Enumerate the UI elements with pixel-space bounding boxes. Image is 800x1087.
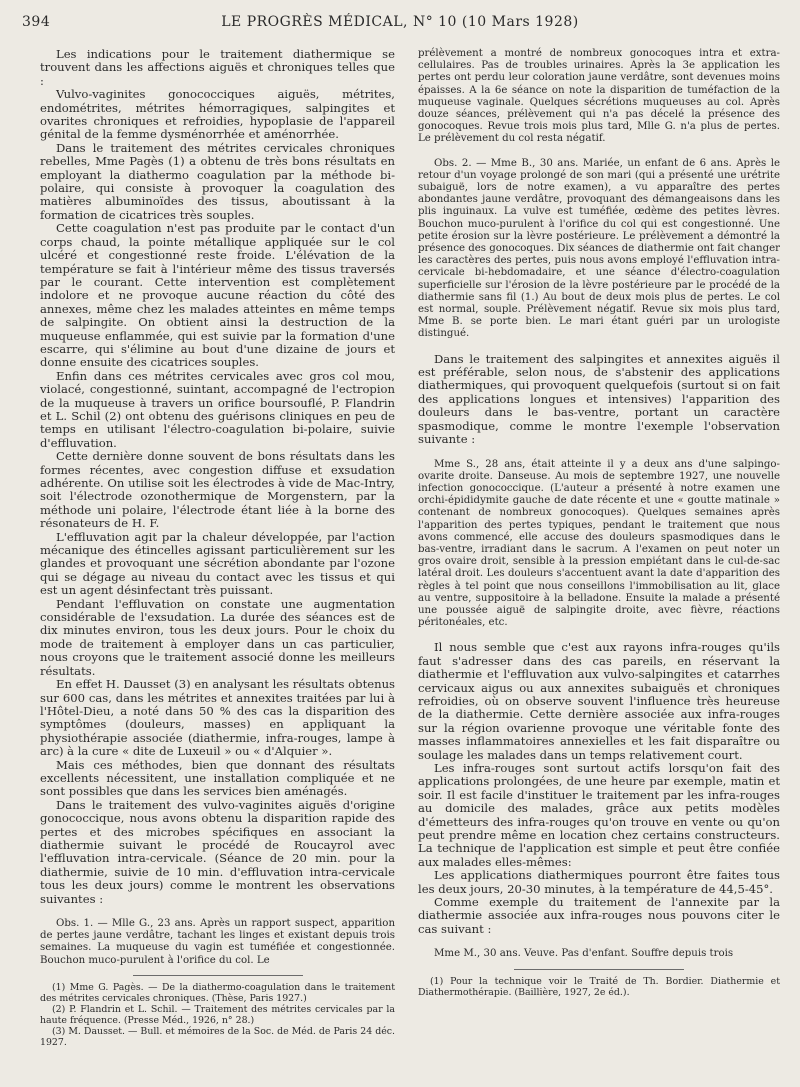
observation-1-continued: prélèvement a montré de nombreux gonocoques intra et extra-cellulaires. Pas de troubles urinaires. Après la 3e application les pertes ont perdu leur coloration jaune verdâtre, sont devenues moins épaisses. A la 6e séance on note la disparition de tuméfaction de la muqueuse vaginale. Quelques sécrétions muqueuses au col. Après douze séances, prélèvement qui n'a pas décelé la présence des gonocoques. Revue trois mois plus tard, Mlle G. n'a plus de pertes. Le prélèvement du col resta négatif. bbox=[418, 48, 780, 145]
paragraph-exsudation: Pendant l'effluvation on constate une augmentation considérable de l'exsudation. La durée des séances est de dix minutes environ, tous les deux jours. Pour le choix du mode de traitement à employer dans un cas particulier, nous croyons que le traitement associé donne les meilleurs résultats. bbox=[40, 596, 395, 678]
observation-1: Obs. 1. — Mlle G., 23 ans. Après un rapport suspect, apparition de pertes jaune verdâtre, tachant les linges et existant depuis trois semaines. La muqueuse du vagin est tuméfiée et congestionnée. Bouchon muco-purulent à l'orifice du col. Le bbox=[40, 918, 395, 966]
observation-3: Mme S., 28 ans, était atteinte il y a deux ans d'une salpingo-ovarite droite. Danseuse. Au mois de septembre 1927, une nouvelle infection gonococcique. (L'auteur a présenté à notre examen une orchi-épididymite gauche de date récente et une « goutte matinale » contenant de nombreux gonocoques). Quelques semaines après l'apparition des pertes typiques, pendant le traitement que nous avons commencé, elle accuse des douleurs spasmodiques dans le bas-ventre, irradiant dans le sacrum. A l'examen on peut noter un gros ovaire droit, sensible à la pression empiétant dans le cul-de-sac latéral droit. Les douleurs s'accentuent avant la date d'apparition des règles à tel point que nous conseillons l'immobilisation au lit, glace au ventre, suppositoire à la belladone. Ensuite la malade a présenté une poussée aiguë de salpingite droite, avec fièvre, réactions péritonéales, etc. bbox=[418, 458, 780, 629]
paragraph-effluvation-action: L'effluvation agit par la chaleur développée, par l'action mécanique des étincelles agissant particulièrement sur les glandes et provoquant une sécrétion abondante par l'ozone qui se dégage au niveau du contact avec les tissus et qui est un agent désinfectant très puissant. bbox=[40, 529, 395, 598]
observation-2: Obs. 2. — Mme B., 30 ans. Mariée, un enfant de 6 ans. Après le retour d'un voyage prolongé de son mari (qui a présenté une urétrite subaiguë, lors de notre examen), a vu apparaître des pertes abondantes jaune verdâtre, provoquant des démangeaisons dans les plis inguinaux. La vulve est tuméfiée, œdème des petites lèvres. Bouchon muco-purulent à l'orifice du col qui est congestionné. Une petite érosion sur la lèvre postérieure. Le prélèvement a démontré la présence des gonocoques. Dix séances de diathermie ont fait changer les caractères des pertes, puis nous avons employé l'effluvation intra-cervicale bi-hebdomadaire, et une séance d'électro-coagulation superficielle sur l'érosion de la lèvre postérieure par le procédé de la diathermie sans fil (1.) Au bout de deux mois plus de pertes. Le col est normal, souple. Prélèvement négatif. Revue six mois plus tard, Mme B. se porte bien. Le mari étant guéri par un urologiste distingué. bbox=[418, 157, 780, 340]
footnote-2: (2) P. Flandrin et L. Schil. — Traitement des métrites cervicales par la haute fréquence. (Presse Méd., 1926, n° 28.) bbox=[40, 1003, 395, 1026]
paragraph-metrites-pages: Dans le traitement des métrites cervicales chroniques rebelles, Mme Pagès (1) a obtenu de très bons résultats en employant la diathermo coagulation par la méthode bi-polaire, qui consiste à provoquer la coagulation des matières albuminoïdes des tissus, aboutissant à la formation de cicatrices très souples. bbox=[40, 140, 395, 222]
footnotes-right bbox=[418, 976, 780, 998]
paragraph-indication-list: Vulvo-vaginites gonococciques aiguës, métrites, endométrites, métrites hémorragiques, salpingites et ovarites chroniques et refroidies, hypoplasie de l'appareil génital de la femme dysménorrhée et aménorrhée. bbox=[40, 87, 395, 142]
footnotes bbox=[40, 982, 395, 1048]
paragraph-electrodes: Cette dernière donne souvent de bons résultats dans les formes récentes, avec congestion diffuse et exsudation adhérente. On utilise soit les électrodes à vide de Mac-Intry, soit l'électrode ozonothermique de Morgenstern, par la méthode uni polaire, l'électrode étant liée à la borne des résonateurs de H. F. bbox=[40, 449, 395, 531]
left-column bbox=[40, 48, 395, 1048]
paragraph-infra-rouges-applications: Les infra-rouges sont surtout actifs lorsqu'on fait des applications prolongées, de une heure par exemple, matin et soir. Il est facile d'instituer le traitement par les infra-rouges au domicile des malades, grâce aux petits modèles d'émetteurs des infra-rouges qu'on trouve en vente ou qu'on peut prendre même en location chez certains constructeurs. La technique de l'application est simple et peut être confiée aux malades elles-mêmes: bbox=[418, 761, 780, 869]
paragraph-indications: Les indications pour le traitement diathermique se trouvent dans les affections aiguës et chroniques telles que : bbox=[40, 47, 395, 88]
page-header bbox=[22, 14, 778, 34]
footnote-divider bbox=[133, 975, 303, 976]
paragraph-dausset: En effet H. Dausset (3) en analysant les résultats obtenus sur 600 cas, dans les métrites et annexites traitées par lui à l'Hôtel-Dieu, a noté dans 50 % des cas la disparition des symptômes (douleurs, masses) en appliquant la physiothérapie associée (diathermie, infra-rouges, lampe à arc) à la cure « dite de Luxeuil » ou « d'Alquier ». bbox=[40, 677, 395, 759]
right-column bbox=[418, 48, 780, 998]
page-number: 394 bbox=[22, 14, 51, 30]
paragraph-methods: Mais ces méthodes, bien que donnant des résultats excellents nécessitent, une installation compliquée et ne sont possibles que dans les services bien aménagés. bbox=[40, 757, 395, 799]
paragraph-coagulation: Cette coagulation n'est pas produite par le contact d'un corps chaud, la pointe métallique appliquée sur le col ulcéré et congestionné reste froide. L'élévation de la température se fait à l'intérieur même des tissus traversés par le courant. Cette intervention est complètement indolore et ne provoque aucune réaction du côté des annexes, même chez les malades atteintes en même temps de salpingite. On obtient ainsi la destruction de la muqueuse enflammée, qui est suivie par la formation d'une escarre, qui s'élimine au bout d'une dizaine de jours et donne ensuite des cicatrices souples. bbox=[40, 221, 395, 370]
footnote-divider-right bbox=[514, 969, 684, 970]
paragraph-salpingites: Dans le traitement des salpingites et annexites aiguës il est préférable, selon nous, de s'abstenir des applications diathermiques, qui provoquent quelquefois (surtout si on fait des applications longues et intensives) l'apparition des douleurs dans le bas-ventre, portant un caractère spasmodique, comme le montre l'exemple l'observation suivante : bbox=[418, 351, 780, 447]
footnote-1: (1) Mme G. Pagès. — De la diathermo-coagulation dans le traitement des métrites cervicales chroniques. (Thèse, Paris 1927.) bbox=[40, 981, 395, 1004]
running-title: LE PROGRÈS MÉDICAL, N° 10 (10 Mars 1928) bbox=[221, 14, 579, 30]
paragraph-flandrin-schil: Enfin dans ces métrites cervicales avec gros col mou, violacé, congestionné, suintant, accompagné de l'ectropion de la muqueuse à travers un orifice boursouflé, P. Flandrin et L. Schil (2) ont obtenu des guérisons cliniques en peu de temps en utilisant l'électro-coagulation bi-polaire, suivie d'effluvation. bbox=[40, 368, 395, 450]
paragraph-diathermie-frequency: Les applications diathermiques pourront être faites tous les deux jours, 20-30 minutes, à la température de 44,5-45°. bbox=[418, 868, 780, 896]
observation-4: Mme M., 30 ans. Veuve. Pas d'enfant. Souffre depuis trois bbox=[434, 948, 734, 960]
paragraph-example: Comme exemple du traitement de l'annexite par la diathermie associée aux infra-rouges nous pouvons citer le cas suivant : bbox=[418, 895, 780, 936]
footnote-3: (3) M. Dausset. — Bull. et mémoires de la Soc. de Méd. de Paris 24 déc. 1927. bbox=[40, 1025, 395, 1048]
footnote-right-1: (1) Pour la technique voir le Traité de Th. Bordier. Diathermie et Diathermothérapie. (Baillière, 1927, 2e éd.). bbox=[418, 975, 780, 998]
paragraph-vulvo-vaginites: Dans le traitement des vulvo-vaginites aiguës d'origine gonococcique, nous avons obtenu la disparition rapide des pertes et des microbes spécifiques en associant la diathermie suivant le procédé de Roucayrol avec l'effluvation intra-cervicale. (Séance de 20 min. pour la diathermie, suivie de 10 min. d'effluvation intra-cervicale tous les deux jours) comme le montrent les observations suivantes : bbox=[40, 797, 395, 906]
paragraph-infra-rouges: Il nous semble que c'est aux rayons infra-rouges qu'ils faut s'adresser dans des cas pareils, en réservant la diathermie et l'effluvation aux vulvo-salpingites et catarrhes cervicaux aigus ou aux annexites subaiguës et chroniques refroidies, où on observe souvent l'influence très heureuse de la diathermie. Cette dernière associée aux infra-rouges sur la région ovarienne provoque une véritable fonte des masses inflammatoires annexielles et les fait disparaître ou soulage les malades dans un temps relativement court. bbox=[418, 640, 780, 762]
